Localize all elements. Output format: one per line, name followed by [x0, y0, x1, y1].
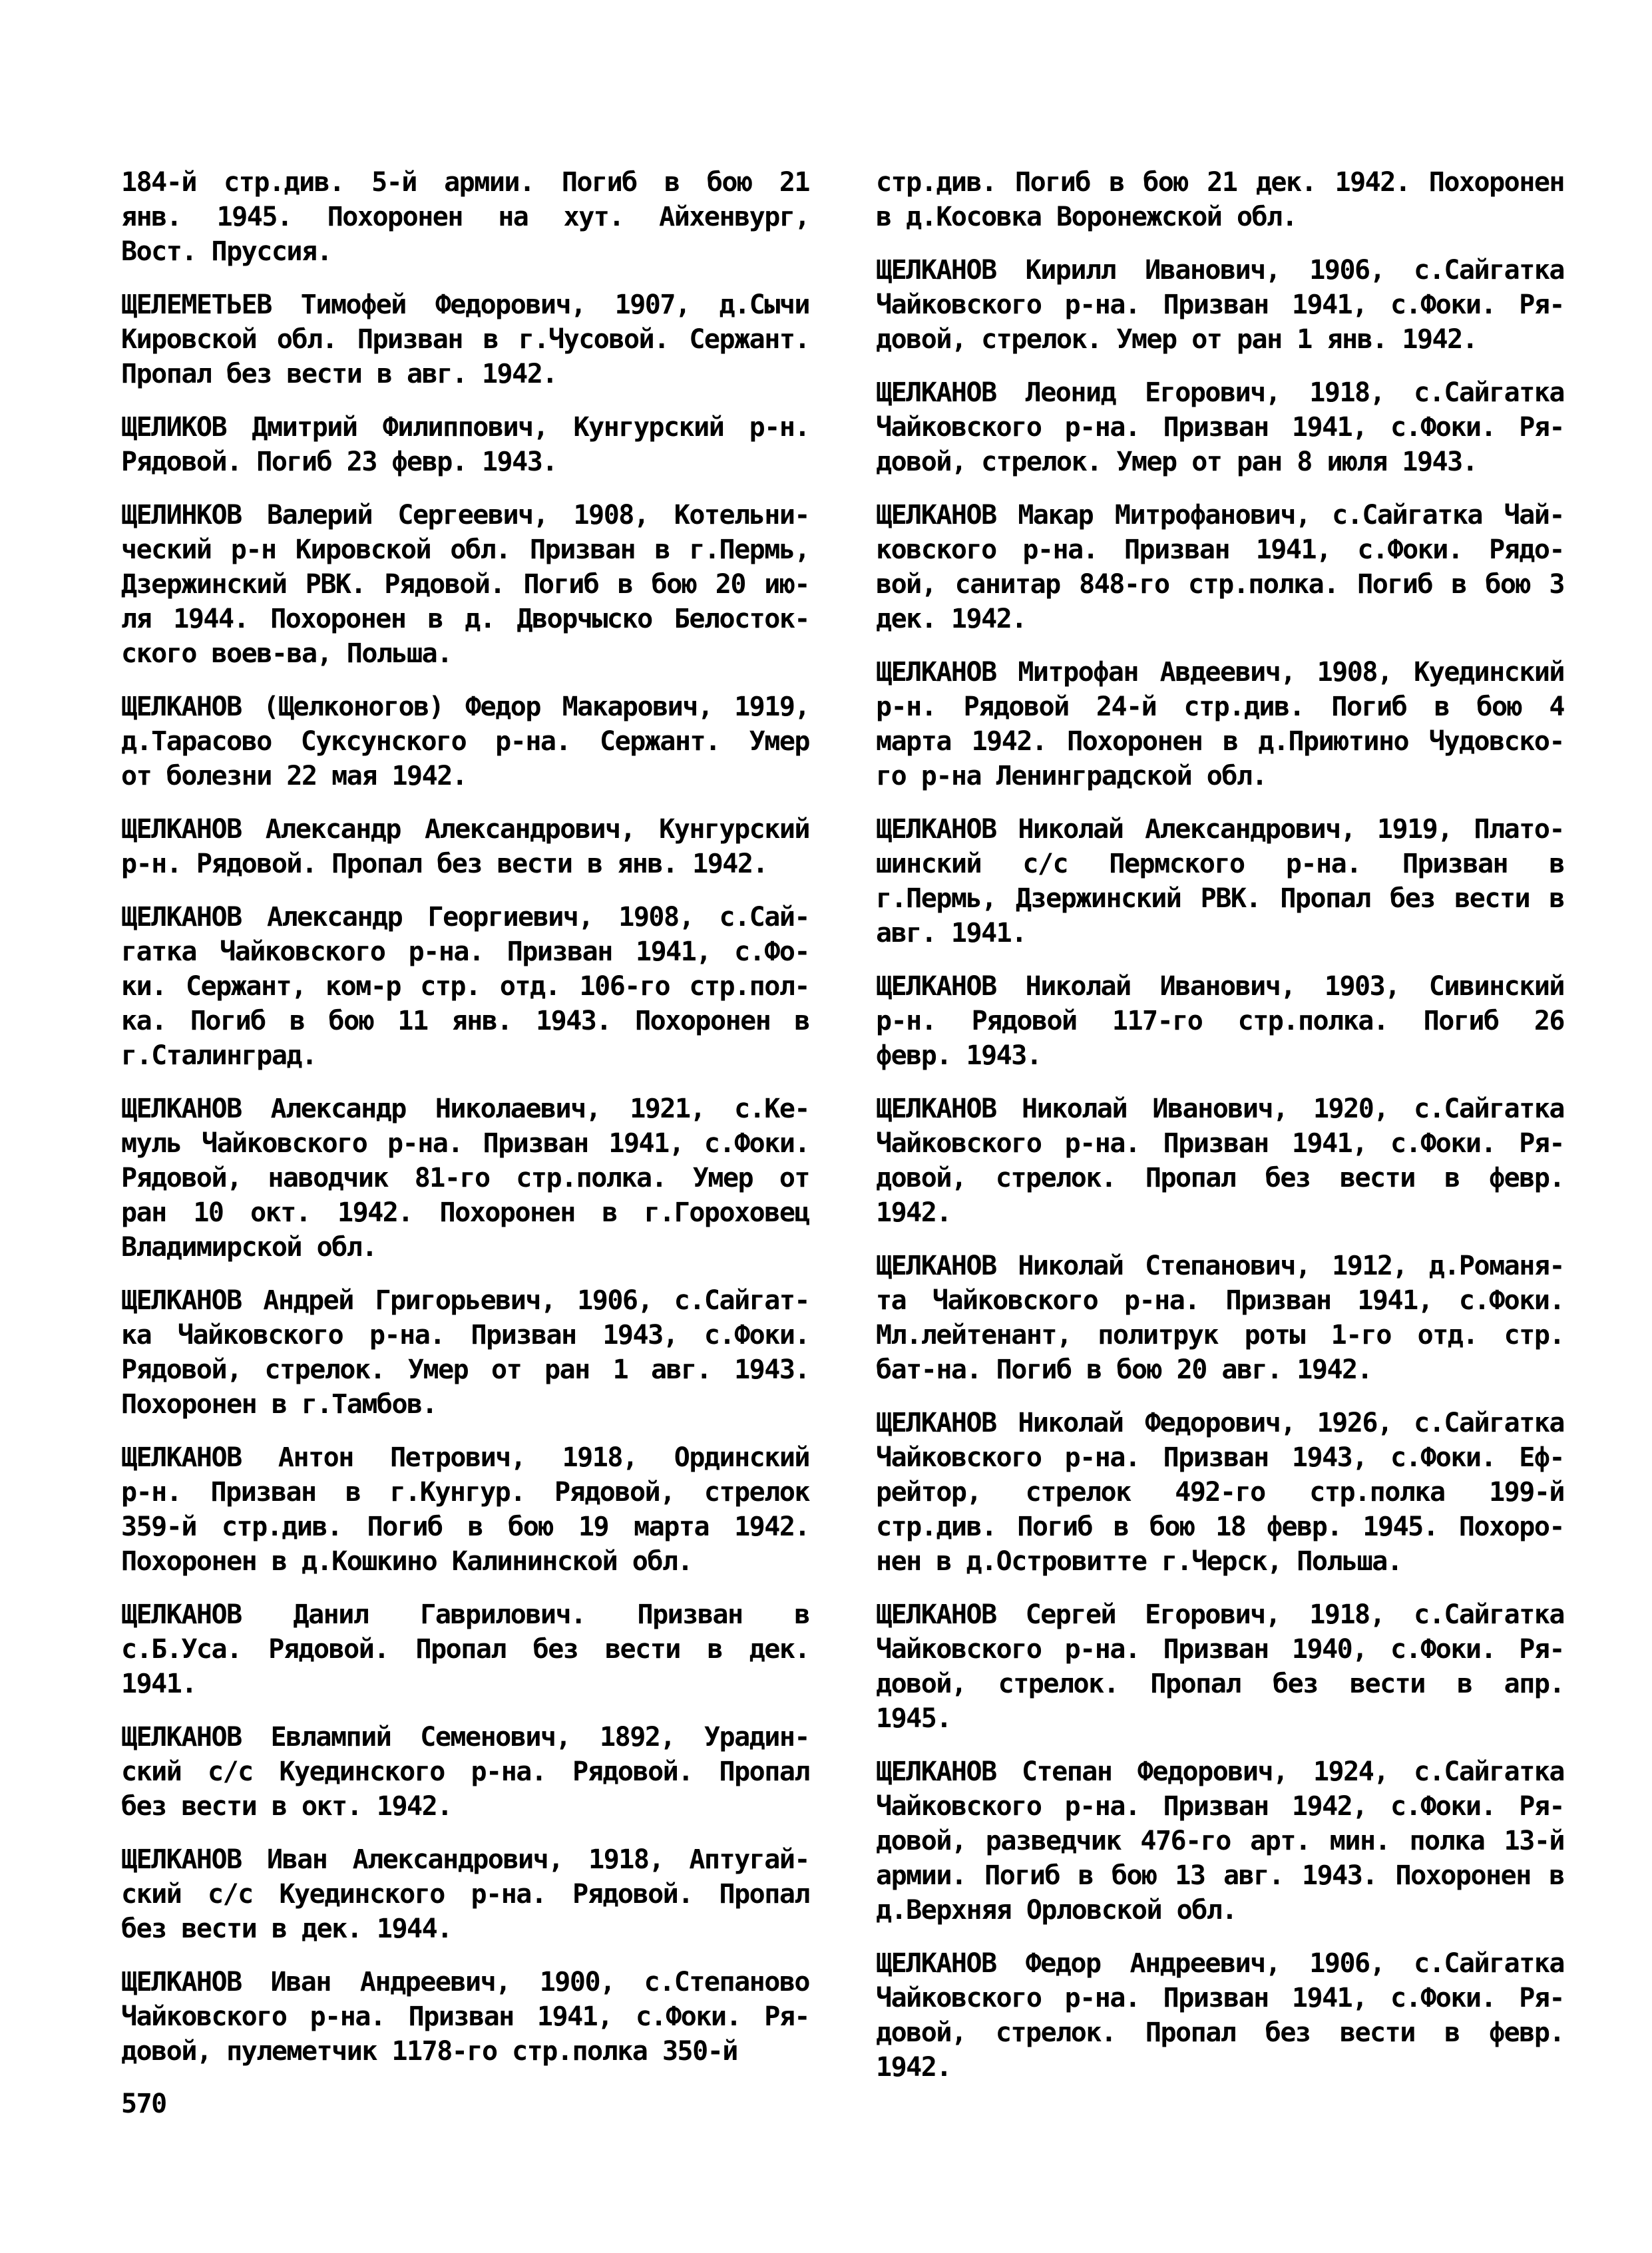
entry	[876, 1754, 1564, 1928]
text-line: ЩЕЛКАНОВ Александр Георгиевич, 1908, с.Сай-	[121, 902, 809, 932]
text-line: Рядовой. Погиб 23 февр. 1943.	[121, 447, 557, 477]
text-line: Мл.лейтенант, политрук роты 1-го отд. стр.	[876, 1320, 1564, 1350]
left-column	[121, 165, 809, 2087]
text-line: Чайковского р-на. Призван 1941, с.Фоки. Ря-	[121, 2001, 809, 2032]
text-line: ЩЕЛКАНОВ Сергей Егорович, 1918, с.Сайгатка	[876, 1599, 1564, 1630]
text-line: Похоронен в г.Тамбов.	[121, 1389, 437, 1420]
entry	[876, 375, 1564, 479]
text-line: Владимирской обл.	[121, 1232, 377, 1263]
text-line: Чайковского р-на. Призван 1941, с.Фоки. Ря-	[876, 1128, 1564, 1159]
entry	[876, 165, 1564, 234]
text-line: ЩЕЛКАНОВ Евлампий Семенович, 1892, Урадин-	[121, 1722, 809, 1752]
text-line: ран 10 окт. 1942. Похоронен в г.Гороховец	[121, 1197, 809, 1228]
text-line: стр.див. Погиб в бою 21 дек. 1942. Похоронен	[876, 167, 1564, 198]
text-line: рейтор, стрелок 492-го стр.полка 199-й	[876, 1477, 1564, 1508]
text-line: Кировской обл. Призван в г.Чусовой. Сержант.	[121, 324, 809, 355]
text-line: ЩЕЛКАНОВ Кирилл Иванович, 1906, с.Сайгатка	[876, 255, 1564, 286]
text-line: ЩЕЛКАНОВ Антон Петрович, 1918, Ординский	[121, 1442, 809, 1473]
entry	[876, 1597, 1564, 1736]
entry	[876, 1092, 1564, 1230]
text-line: ЩЕЛКАНОВ Николай Иванович, 1903, Сивинский	[876, 971, 1564, 1002]
text-line: ЩЕЛКАНОВ Иван Александрович, 1918, Аптугай-	[121, 1844, 809, 1875]
text-line: ЩЕЛКАНОВ Николай Иванович, 1920, с.Сайгатка	[876, 1094, 1564, 1124]
text-line: февр. 1943.	[876, 1040, 1042, 1071]
text-line: ЩЕЛЕМЕТЬЕВ Тимофей Федорович, 1907, д.Сычи	[121, 290, 809, 320]
text-line: Чайковского р-на. Призван 1942, с.Фоки. Ря-	[876, 1791, 1564, 1822]
text-line: ковского р-на. Призван 1941, с.Фоки. Рядо-	[876, 534, 1564, 565]
text-line: довой, стрелок. Пропал без вести в февр.	[876, 2017, 1564, 2048]
text-line: бат-на. Погиб в бою 20 авг. 1942.	[876, 1354, 1372, 1385]
text-line: Похоронен в д.Кошкино Калининской обл.	[121, 1546, 693, 1577]
text-line: Дзержинский РВК. Рядовой. Погиб в бою 20 ию-	[121, 569, 809, 600]
text-line: вой, санитар 848-го стр.полка. Погиб в бою 3	[876, 569, 1564, 600]
text-line: ческий р-н Кировской обл. Призван в г.Пермь,	[121, 534, 809, 565]
text-line: ЩЕЛКАНОВ (Щелконогов) Федор Макарович, 1919,	[121, 692, 809, 722]
entry	[876, 1946, 1564, 2085]
text-line: с.Б.Уса. Рядовой. Пропал без вести в дек.	[121, 1634, 809, 1665]
entry	[876, 812, 1564, 950]
text-line: ЩЕЛКАНОВ Леонид Егорович, 1918, с.Сайгатка	[876, 377, 1564, 408]
text-line: Чайковского р-на. Призван 1941, с.Фоки. Ря-	[876, 290, 1564, 320]
text-line: ЩЕЛИНКОВ Валерий Сергеевич, 1908, Котельни-	[121, 500, 809, 530]
entry	[121, 1440, 809, 1579]
text-line: Рядовой, стрелок. Умер от ран 1 авг. 1943.	[121, 1354, 809, 1385]
text-line: Рядовой, наводчик 81-го стр.полка. Умер от	[121, 1163, 809, 1193]
entry	[121, 1092, 809, 1265]
entry	[121, 1842, 809, 1946]
text-line: 1945.	[876, 1703, 951, 1734]
text-line: д.Верхняя Орловской обл.	[876, 1895, 1237, 1926]
text-line: ка. Погиб в бою 11 янв. 1943. Похоронен в	[121, 1006, 809, 1036]
text-line: 184-й стр.див. 5-й армии. Погиб в бою 21	[121, 167, 809, 198]
text-line: 1942.	[876, 1197, 951, 1228]
text-line: р-н. Рядовой. Пропал без вести в янв. 1942.	[121, 849, 768, 879]
entry	[121, 812, 809, 881]
entry	[876, 253, 1564, 357]
entry	[121, 1597, 809, 1701]
text-line: Чайковского р-на. Призван 1941, с.Фоки. Ря-	[876, 412, 1564, 443]
entry	[121, 1965, 809, 2069]
text-line: довой, стрелок. Умер от ран 8 июля 1943.	[876, 447, 1478, 477]
entry	[121, 165, 809, 269]
text-line: Вост. Пруссия.	[121, 236, 332, 267]
entry	[121, 690, 809, 793]
text-line: р-н. Призван в г.Кунгур. Рядовой, стрелок	[121, 1477, 809, 1508]
text-line: без вести в окт. 1942.	[121, 1791, 452, 1822]
text-line: ский с/с Куединского р-на. Рядовой. Пропал	[121, 1756, 809, 1787]
text-line: ЩЕЛКАНОВ Николай Александрович, 1919, Плато-	[876, 814, 1564, 845]
entry	[121, 1720, 809, 1824]
text-line: ЩЕЛКАНОВ Макар Митрофанович, с.Сайгатка Чай-	[876, 500, 1564, 530]
entry	[876, 498, 1564, 636]
text-line: Чайковского р-на. Призван 1940, с.Фоки. Ря-	[876, 1634, 1564, 1665]
entry	[121, 1283, 809, 1422]
text-line: ЩЕЛИКОВ Дмитрий Филиппович, Кунгурский р-н.	[121, 412, 809, 443]
text-line: янв. 1945. Похоронен на хут. Айхенвург,	[121, 202, 809, 232]
text-line: довой, разведчик 476-го арт. мин. полка 13-й	[876, 1826, 1564, 1856]
text-line: г.Пермь, Дзержинский РВК. Пропал без вести в	[876, 883, 1564, 914]
text-line: ЩЕЛКАНОВ Андрей Григорьевич, 1906, с.Сайгат-	[121, 1285, 809, 1316]
text-line: ЩЕЛКАНОВ Иван Андреевич, 1900, с.Степаново	[121, 1967, 809, 1997]
entry	[876, 969, 1564, 1073]
text-line: г.Сталинград.	[121, 1040, 317, 1071]
text-line: ЩЕЛКАНОВ Николай Федорович, 1926, с.Сайгатка	[876, 1408, 1564, 1438]
text-line: от болезни 22 мая 1942.	[121, 761, 467, 791]
entry	[876, 655, 1564, 793]
text-line: ского воев-ва, Польша.	[121, 638, 452, 669]
text-line: ЩЕЛКАНОВ Александр Александрович, Кунгурский	[121, 814, 809, 845]
text-line: ский с/с Куединского р-на. Рядовой. Пропал	[121, 1879, 809, 1910]
text-line: ЩЕЛКАНОВ Александр Николаевич, 1921, с.Ке-	[121, 1094, 809, 1124]
text-line: армии. Погиб в бою 13 авг. 1943. Похоронен в	[876, 1860, 1564, 1891]
text-line: д.Тарасово Суксунского р-на. Сержант. Умер	[121, 726, 809, 757]
page-number: 570	[121, 2089, 166, 2119]
text-line: ЩЕЛКАНОВ Степан Федорович, 1924, с.Сайгатка	[876, 1756, 1564, 1787]
text-line: муль Чайковского р-на. Призван 1941, с.Фоки.	[121, 1128, 809, 1159]
entry	[876, 1249, 1564, 1387]
text-line: Пропал без вести в авг. 1942.	[121, 359, 557, 389]
text-line: довой, стрелок. Умер от ран 1 янв. 1942.	[876, 324, 1478, 355]
text-line: довой, стрелок. Пропал без вести в апр.	[876, 1669, 1564, 1699]
text-line: 1942.	[876, 2052, 951, 2083]
text-line: р-н. Рядовой 24-й стр.див. Погиб в бою 4	[876, 692, 1564, 722]
entry	[121, 900, 809, 1073]
text-line: дек. 1942.	[876, 604, 1026, 634]
text-line: гатка Чайковского р-на. Призван 1941, с.Фо-	[121, 936, 809, 967]
text-line: ЩЕЛКАНОВ Данил Гаврилович. Призван в	[121, 1599, 809, 1630]
text-line: Чайковского р-на. Призван 1941, с.Фоки. Ря-	[876, 1983, 1564, 2013]
text-line: довой, пулеметчик 1178-го стр.полка 350-й	[121, 2036, 737, 2067]
entry	[121, 288, 809, 391]
text-line: та Чайковского р-на. Призван 1941, с.Фоки.	[876, 1285, 1564, 1316]
text-line: стр.див. Погиб в бою 18 февр. 1945. Похоро-	[876, 1512, 1564, 1542]
right-column	[876, 165, 1564, 2103]
text-line: ки. Сержант, ком-р стр. отд. 106-го стр.пол-	[121, 971, 809, 1002]
text-line: ЩЕЛКАНОВ Митрофан Авдеевич, 1908, Куединский	[876, 657, 1564, 688]
text-line: го р-на Ленинградской обл.	[876, 761, 1267, 791]
entry	[121, 410, 809, 479]
text-line: довой, стрелок. Пропал без вести в февр.	[876, 1163, 1564, 1193]
text-line: Чайковского р-на. Призван 1943, с.Фоки. Еф-	[876, 1442, 1564, 1473]
text-line: ЩЕЛКАНОВ Николай Степанович, 1912, д.Романя-	[876, 1251, 1564, 1281]
text-line: ка Чайковского р-на. Призван 1943, с.Фоки.	[121, 1320, 809, 1350]
text-line: шинский с/с Пермского р-на. Призван в	[876, 849, 1564, 879]
text-line: нен в д.Островитте г.Черск, Польша.	[876, 1546, 1402, 1577]
text-line: авг. 1941.	[876, 918, 1026, 948]
text-line: ЩЕЛКАНОВ Федор Андреевич, 1906, с.Сайгатка	[876, 1948, 1564, 1979]
entry	[121, 498, 809, 671]
text-line: в д.Косовка Воронежской обл.	[876, 202, 1297, 232]
text-line: р-н. Рядовой 117-го стр.полка. Погиб 26	[876, 1006, 1564, 1036]
entry	[876, 1406, 1564, 1579]
text-line: ля 1944. Похоронен в д. Дворчыско Белосток-	[121, 604, 809, 634]
text-line: 1941.	[121, 1669, 196, 1699]
text-line: 359-й стр.див. Погиб в бою 19 марта 1942.	[121, 1512, 809, 1542]
text-line: без вести в дек. 1944.	[121, 1914, 452, 1944]
text-line: марта 1942. Похоронен в д.Приютино Чудовско-	[876, 726, 1564, 757]
